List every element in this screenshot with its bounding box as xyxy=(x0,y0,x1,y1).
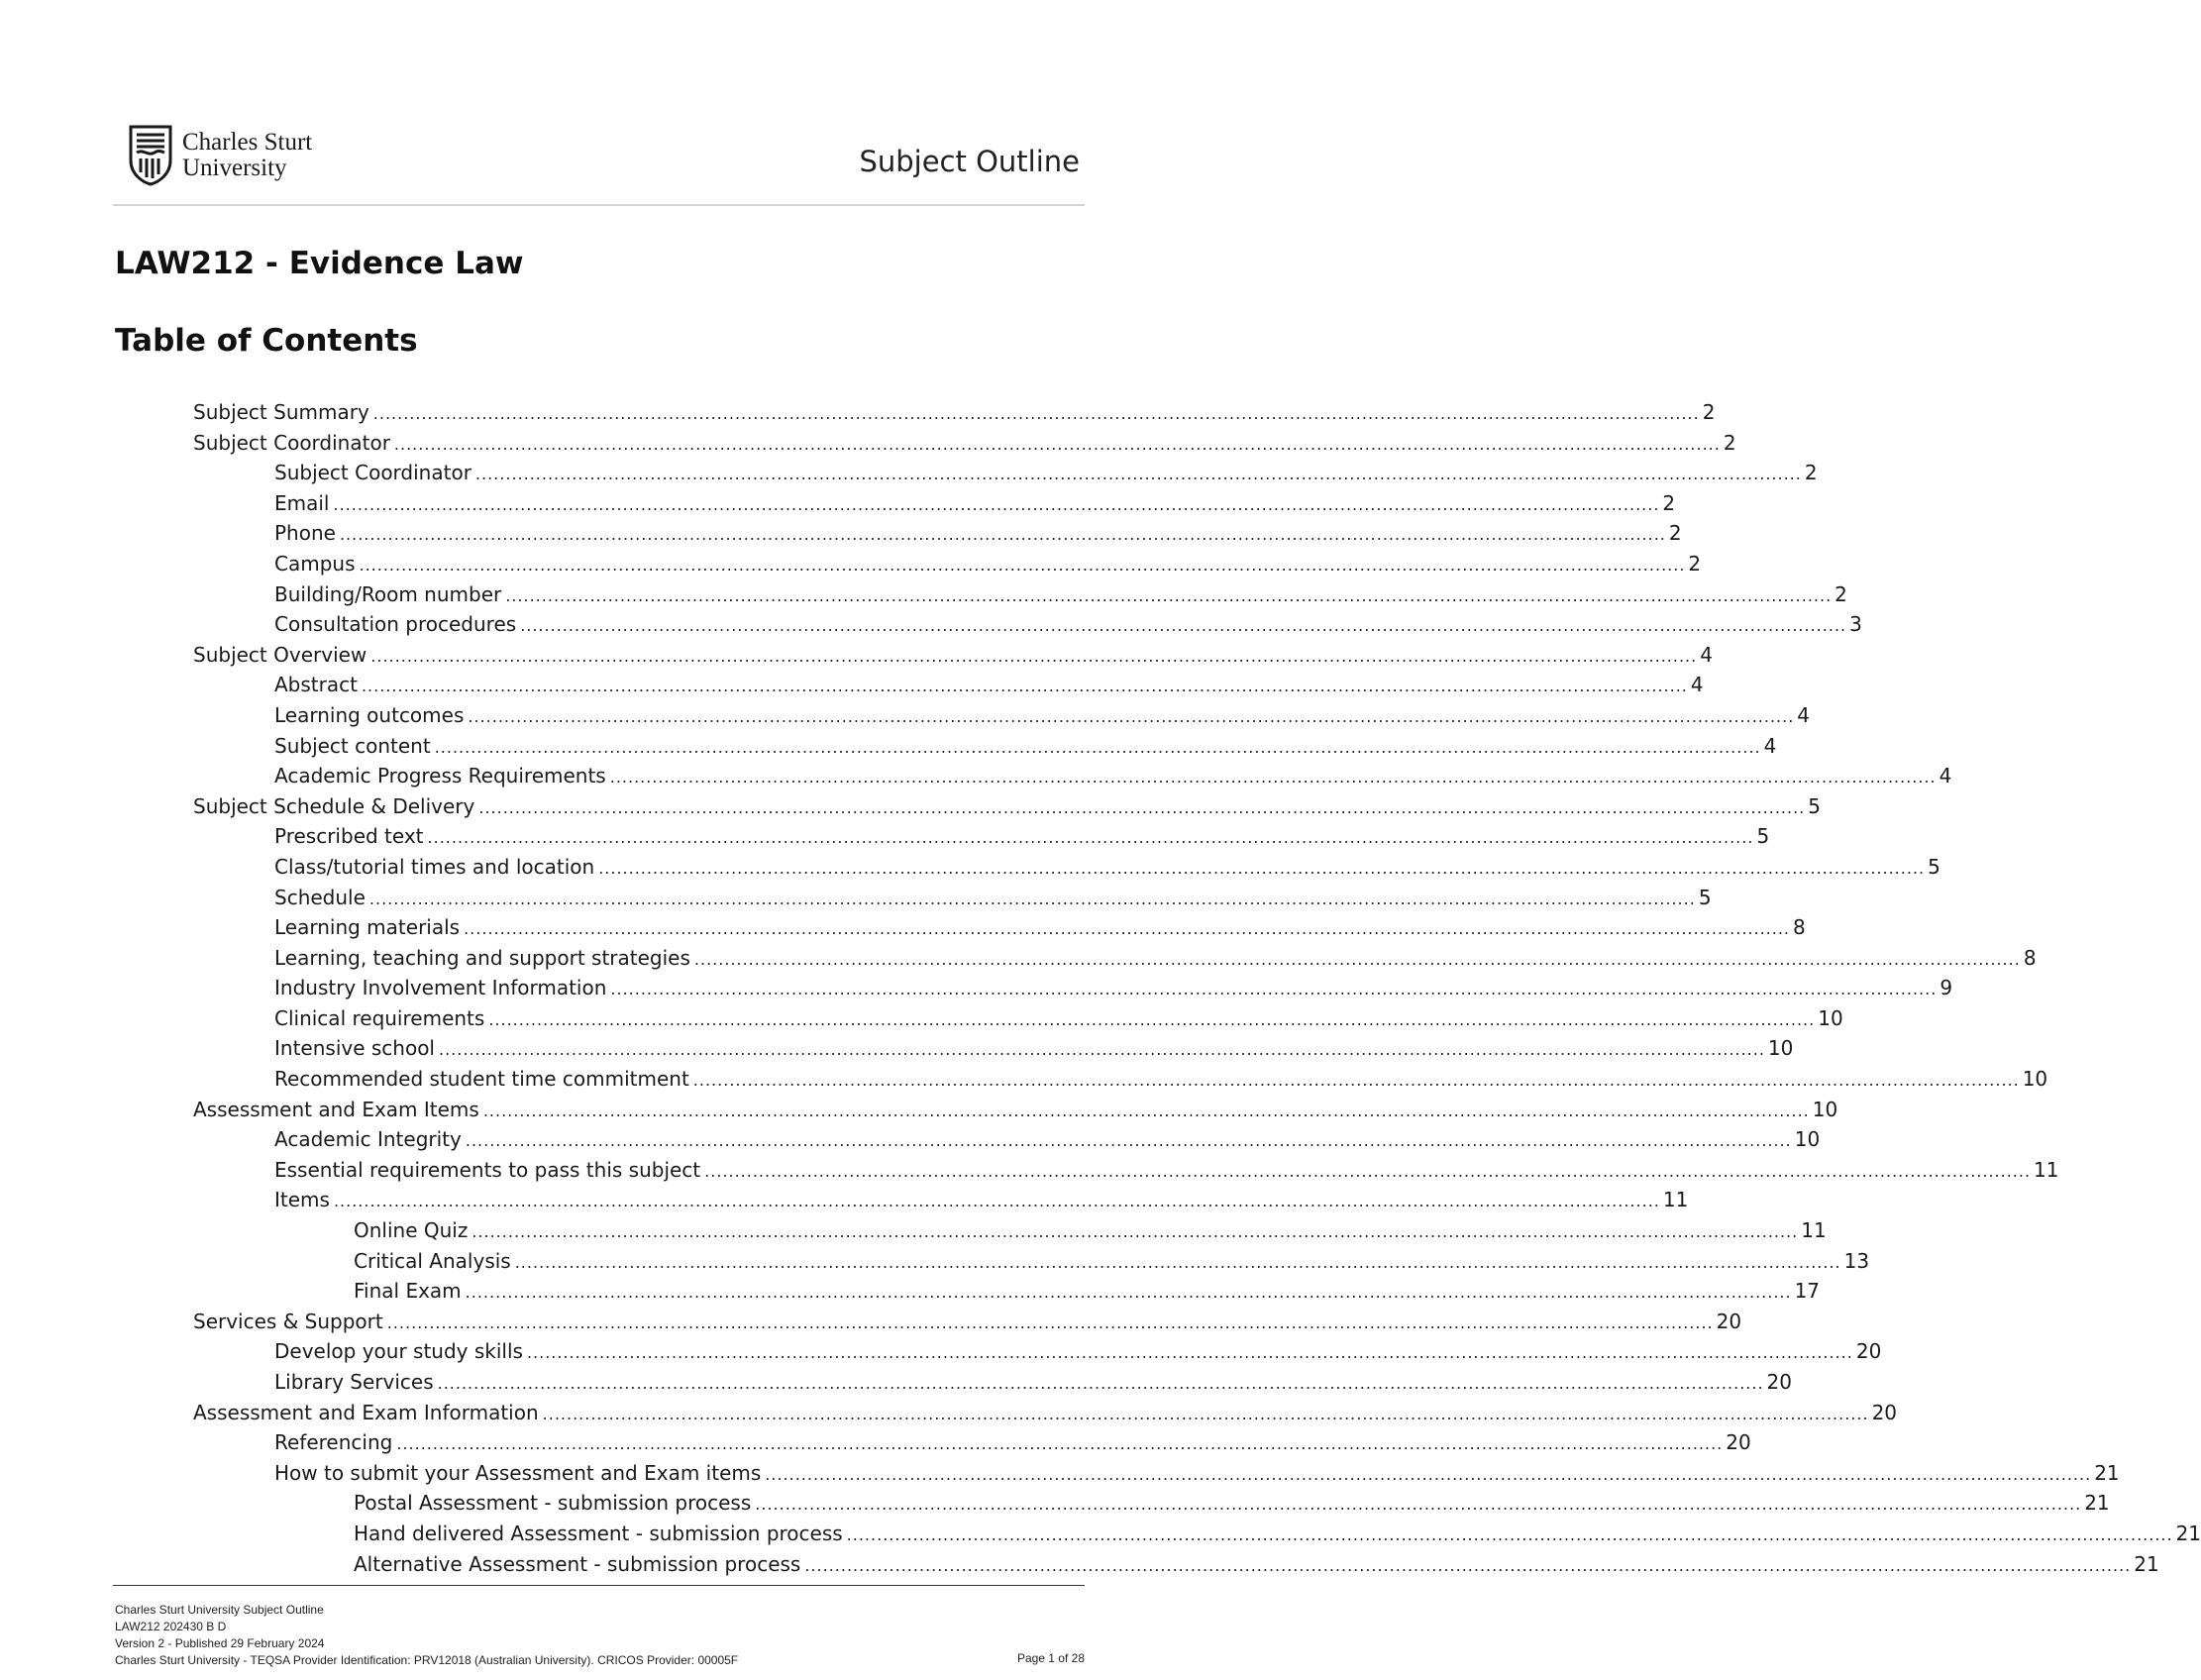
toc-entry-label: Assessment and Exam Information xyxy=(193,1400,539,1424)
table-of-contents xyxy=(115,397,2201,1579)
toc-entry-label: Subject Overview xyxy=(193,642,367,667)
toc-entry[interactable] xyxy=(115,670,1704,700)
toc-leader-dots: ............................................................................................................................................................................................................................ xyxy=(372,404,1700,423)
toc-leader-dots: ............................................................................................................................................................................................................................ xyxy=(488,1009,1816,1029)
toc-leader-dots: ............................................................................................................................................................................................................................ xyxy=(368,889,1696,908)
toc-entry-label: Subject Schedule & Delivery xyxy=(193,793,475,818)
footer-line-2: LAW212 202430 B D xyxy=(115,1620,227,1633)
toc-leader-dots: ............................................................................................................................................................................................................................ xyxy=(505,585,1833,605)
toc-entry-page: 2 xyxy=(1662,490,1676,515)
page-number: Page 1 of 28 xyxy=(1016,1651,1085,1665)
toc-entry-page: 21 xyxy=(2175,1521,2201,1545)
toc-entry[interactable] xyxy=(115,1215,1827,1246)
toc-leader-dots: ............................................................................................................................................................................................................................ xyxy=(370,646,1698,666)
page-header xyxy=(115,115,1085,204)
toc-entry-page: 4 xyxy=(1939,764,1952,788)
toc-entry-label: Phone xyxy=(274,521,336,546)
toc-leader-dots: ............................................................................................................................................................................................................................ xyxy=(437,1374,1764,1393)
toc-entry[interactable] xyxy=(115,1246,1870,1277)
toc-entry-label: Prescribed text xyxy=(274,824,424,849)
toc-leader-dots: ............................................................................................................................................................................................................................ xyxy=(361,677,1688,696)
toc-entry[interactable] xyxy=(115,1398,1898,1428)
toc-leader-dots: ............................................................................................................................................................................................................................ xyxy=(386,1312,1714,1332)
toc-entry[interactable] xyxy=(115,852,1940,883)
toc-entry[interactable] xyxy=(115,1458,2120,1489)
toc-entry-label: Learning, teaching and support strategies xyxy=(274,945,690,970)
toc-heading: Table of Contents xyxy=(115,323,418,359)
toc-entry-label: Final Exam xyxy=(354,1279,462,1304)
toc-entry-label: Schedule xyxy=(274,885,366,909)
toc-entry[interactable] xyxy=(115,1276,1821,1307)
toc-entry[interactable] xyxy=(115,1064,2048,1095)
toc-entry-label: Essential requirements to pass this subject xyxy=(274,1157,701,1182)
toc-entry[interactable] xyxy=(115,791,1821,822)
toc-entry[interactable] xyxy=(115,1427,1751,1458)
toc-entry-label: Learning outcomes xyxy=(274,702,465,727)
toc-entry[interactable] xyxy=(115,1124,1821,1155)
toc-entry[interactable] xyxy=(115,1488,2110,1519)
toc-entry[interactable] xyxy=(115,609,1862,640)
toc-leader-dots: ............................................................................................................................................................................................................................ xyxy=(468,706,1795,726)
toc-entry[interactable] xyxy=(115,883,1712,913)
toc-leader-dots: ............................................................................................................................................................................................................................ xyxy=(514,1252,1841,1272)
toc-entry-label: Intensive school xyxy=(274,1036,435,1061)
toc-entry-page: 2 xyxy=(1834,581,1847,606)
toc-entry-page: 10 xyxy=(1818,1005,1843,1030)
toc-entry-page: 10 xyxy=(2022,1067,2048,1092)
toc-entry[interactable] xyxy=(115,761,1952,791)
toc-leader-dots: ............................................................................................................................................................................................................................ xyxy=(704,1161,2032,1181)
toc-entry-page: 5 xyxy=(1928,854,1940,879)
toc-entry-page: 20 xyxy=(1766,1370,1792,1394)
toc-entry-page: 2 xyxy=(1668,521,1682,546)
toc-entry-page: 20 xyxy=(1855,1339,1882,1364)
toc-leader-dots: ............................................................................................................................................................................................................................ xyxy=(427,828,1754,848)
toc-entry-page: 11 xyxy=(1662,1188,1689,1212)
toc-entry[interactable] xyxy=(115,973,1953,1003)
toc-entry-page: 21 xyxy=(2134,1551,2159,1576)
shield-crest-icon xyxy=(129,125,172,186)
toc-entry[interactable] xyxy=(115,428,1736,459)
toc-entry-page: 8 xyxy=(2023,945,2037,970)
toc-leader-dots: ............................................................................................................................................................................................................................ xyxy=(609,768,1937,788)
toc-leader-dots: ............................................................................................................................................................................................................................ xyxy=(464,919,1790,939)
toc-entry-page: 20 xyxy=(1716,1309,1742,1333)
toc-entry[interactable] xyxy=(115,640,1713,671)
toc-entry-page: 5 xyxy=(1756,824,1770,849)
footer-divider xyxy=(113,1585,1085,1586)
toc-entry-page: 21 xyxy=(2094,1460,2120,1485)
toc-leader-dots: ............................................................................................................................................................................................................................ xyxy=(359,555,1686,575)
toc-entry-label: How to submit your Assessment and Exam items xyxy=(274,1460,762,1485)
toc-entry-label: Services & Support xyxy=(193,1309,383,1333)
footer-line-3: Version 2 - Published 29 February 2024 xyxy=(115,1636,325,1650)
toc-leader-dots: ............................................................................................................................................................................................................................ xyxy=(465,1131,1792,1151)
toc-entry-page: 5 xyxy=(1808,793,1821,818)
toc-leader-dots: ............................................................................................................................................................................................................................ xyxy=(434,737,1761,757)
toc-leader-dots: ............................................................................................................................................................................................................................ xyxy=(804,1555,2132,1575)
toc-entry-label: Recommended student time commitment xyxy=(274,1067,689,1092)
toc-entry-label: Class/tutorial times and location xyxy=(274,854,595,879)
toc-entry-page: 20 xyxy=(1871,1400,1898,1424)
toc-leader-dots: ............................................................................................................................................................................................................................ xyxy=(393,434,1721,454)
toc-entry[interactable] xyxy=(115,912,1806,943)
page-footer xyxy=(115,1602,738,1669)
toc-leader-dots: ............................................................................................................................................................................................................................ xyxy=(610,980,1938,999)
toc-entry-label: Develop your study skills xyxy=(274,1339,523,1364)
toc-entry[interactable] xyxy=(115,1519,2201,1549)
footer-line-4: Charles Sturt University - TEQSA Provider Identification: PRV12018 (Australian University). CRICOS Provider: 00005F xyxy=(115,1653,739,1667)
toc-entry-page: 2 xyxy=(1688,551,1702,576)
toc-entry-label: Critical Analysis xyxy=(354,1248,511,1273)
toc-leader-dots: ............................................................................................................................................................................................................................ xyxy=(846,1524,2173,1544)
toc-entry[interactable] xyxy=(115,1095,1838,1125)
toc-entry[interactable] xyxy=(115,1549,2159,1580)
toc-entry[interactable] xyxy=(115,1367,1792,1398)
toc-leader-dots: ............................................................................................................................................................................................................................ xyxy=(693,949,2021,969)
toc-entry-page: 4 xyxy=(1700,642,1713,667)
toc-entry[interactable] xyxy=(115,731,1777,762)
logo-wordmark xyxy=(182,130,312,181)
toc-entry-page: 2 xyxy=(1702,400,1716,424)
toc-entry-label: Clinical requirements xyxy=(274,1005,485,1030)
toc-leader-dots: ............................................................................................................................................................................................................................ xyxy=(542,1404,1869,1423)
toc-entry[interactable] xyxy=(115,549,1702,579)
toc-entry-label: Learning materials xyxy=(274,915,461,940)
toc-entry-label: Subject Summary xyxy=(193,400,369,424)
toc-entry-label: Subject Coordinator xyxy=(274,461,472,485)
toc-entry-label: Building/Room number xyxy=(274,581,502,606)
toc-leader-dots: ............................................................................................................................................................................................................................ xyxy=(692,1071,2020,1091)
toc-leader-dots: ............................................................................................................................................................................................................................ xyxy=(526,1343,1853,1363)
toc-entry-label: Campus xyxy=(274,551,356,576)
toc-entry[interactable] xyxy=(115,1003,1843,1034)
toc-entry-label: Library Services xyxy=(274,1370,434,1394)
toc-entry-label: Hand delivered Assessment - submission process xyxy=(354,1521,843,1545)
toc-entry[interactable] xyxy=(115,1307,1742,1337)
toc-leader-dots: ............................................................................................................................................................................................................................ xyxy=(474,465,1802,484)
toc-leader-dots: ............................................................................................................................................................................................................................ xyxy=(598,858,1926,878)
toc-entry-page: 11 xyxy=(1801,1218,1827,1243)
toc-entry-label: Abstract xyxy=(274,673,358,697)
toc-entry[interactable] xyxy=(115,821,1770,852)
toc-entry-page: 13 xyxy=(1843,1248,1870,1273)
document-title: LAW212 - Evidence Law xyxy=(115,246,524,281)
toc-entry-label: Subject content xyxy=(274,733,431,758)
toc-leader-dots: ............................................................................................................................................................................................................................ xyxy=(333,494,1660,514)
toc-entry-page: 17 xyxy=(1794,1279,1821,1304)
toc-leader-dots: ............................................................................................................................................................................................................................ xyxy=(482,1101,1810,1120)
toc-entry[interactable] xyxy=(115,579,1847,610)
toc-entry-page: 3 xyxy=(1849,612,1862,637)
toc-leader-dots: ............................................................................................................................................................................................................................ xyxy=(339,525,1666,545)
logo-line-1: Charles Sturt xyxy=(182,129,313,156)
toc-entry[interactable] xyxy=(115,488,1676,519)
toc-leader-dots: ............................................................................................................................................................................................................................ xyxy=(439,1040,1765,1060)
logo-line-2: University xyxy=(182,155,287,181)
toc-entry-page: 4 xyxy=(1763,733,1777,758)
header-divider xyxy=(113,204,1085,206)
toc-leader-dots: ............................................................................................................................................................................................................................ xyxy=(520,616,1847,636)
toc-entry[interactable] xyxy=(115,1033,1794,1064)
toc-leader-dots: ............................................................................................................................................................................................................................ xyxy=(472,1222,1799,1242)
toc-entry-label: Consultation procedures xyxy=(274,612,517,637)
toc-entry-page: 4 xyxy=(1797,702,1811,727)
toc-entry[interactable] xyxy=(115,943,2037,974)
toc-entry-label: Postal Assessment - submission process xyxy=(354,1491,752,1516)
toc-leader-dots: ............................................................................................................................................................................................................................ xyxy=(755,1495,2082,1515)
toc-leader-dots: ............................................................................................................................................................................................................................ xyxy=(333,1192,1660,1211)
toc-entry-page: 8 xyxy=(1793,915,1806,940)
toc-entry[interactable] xyxy=(115,458,1818,488)
toc-entry[interactable] xyxy=(115,518,1682,549)
toc-entry-page: 10 xyxy=(1767,1036,1794,1061)
toc-entry-page: 10 xyxy=(1794,1127,1821,1152)
toc-entry-page: 2 xyxy=(1723,430,1736,455)
toc-entry-label: Items xyxy=(274,1188,330,1212)
toc-entry-page: 21 xyxy=(2084,1491,2110,1516)
toc-entry-page: 4 xyxy=(1690,673,1704,697)
toc-entry[interactable] xyxy=(115,1336,1882,1367)
toc-entry-page: 11 xyxy=(2034,1157,2059,1182)
toc-entry-label: Alternative Assessment - submission process xyxy=(354,1551,801,1576)
toc-entry[interactable] xyxy=(115,700,1811,731)
toc-entry-page: 20 xyxy=(1726,1430,1751,1455)
toc-leader-dots: ............................................................................................................................................................................................................................ xyxy=(478,797,1806,817)
toc-entry-page: 5 xyxy=(1698,885,1712,909)
toc-leader-dots: ............................................................................................................................................................................................................................ xyxy=(396,1434,1724,1454)
toc-entry-label: Industry Involvement Information xyxy=(274,976,607,1000)
toc-entry-label: Academic Progress Requirements xyxy=(274,764,606,788)
toc-entry[interactable] xyxy=(115,397,1716,428)
toc-leader-dots: ............................................................................................................................................................................................................................ xyxy=(765,1464,2092,1484)
footer-line-1: Charles Sturt University Subject Outline xyxy=(115,1603,324,1617)
toc-entry-page: 10 xyxy=(1812,1097,1838,1121)
toc-entry-label: Online Quiz xyxy=(354,1218,469,1243)
toc-entry[interactable] xyxy=(115,1155,2059,1186)
toc-entry-label: Assessment and Exam Items xyxy=(193,1097,479,1121)
toc-entry-label: Email xyxy=(274,490,330,515)
university-logo xyxy=(129,125,312,186)
toc-entry[interactable] xyxy=(115,1185,1689,1215)
toc-entry-label: Academic Integrity xyxy=(274,1127,462,1152)
toc-entry-page: 9 xyxy=(1939,976,1953,1000)
toc-entry-page: 2 xyxy=(1804,461,1818,485)
toc-entry-label: Referencing xyxy=(274,1430,393,1455)
toc-entry-label: Subject Coordinator xyxy=(193,430,390,455)
toc-leader-dots: ............................................................................................................................................................................................................................ xyxy=(465,1283,1792,1303)
header-title: Subject Outline xyxy=(859,145,1080,178)
